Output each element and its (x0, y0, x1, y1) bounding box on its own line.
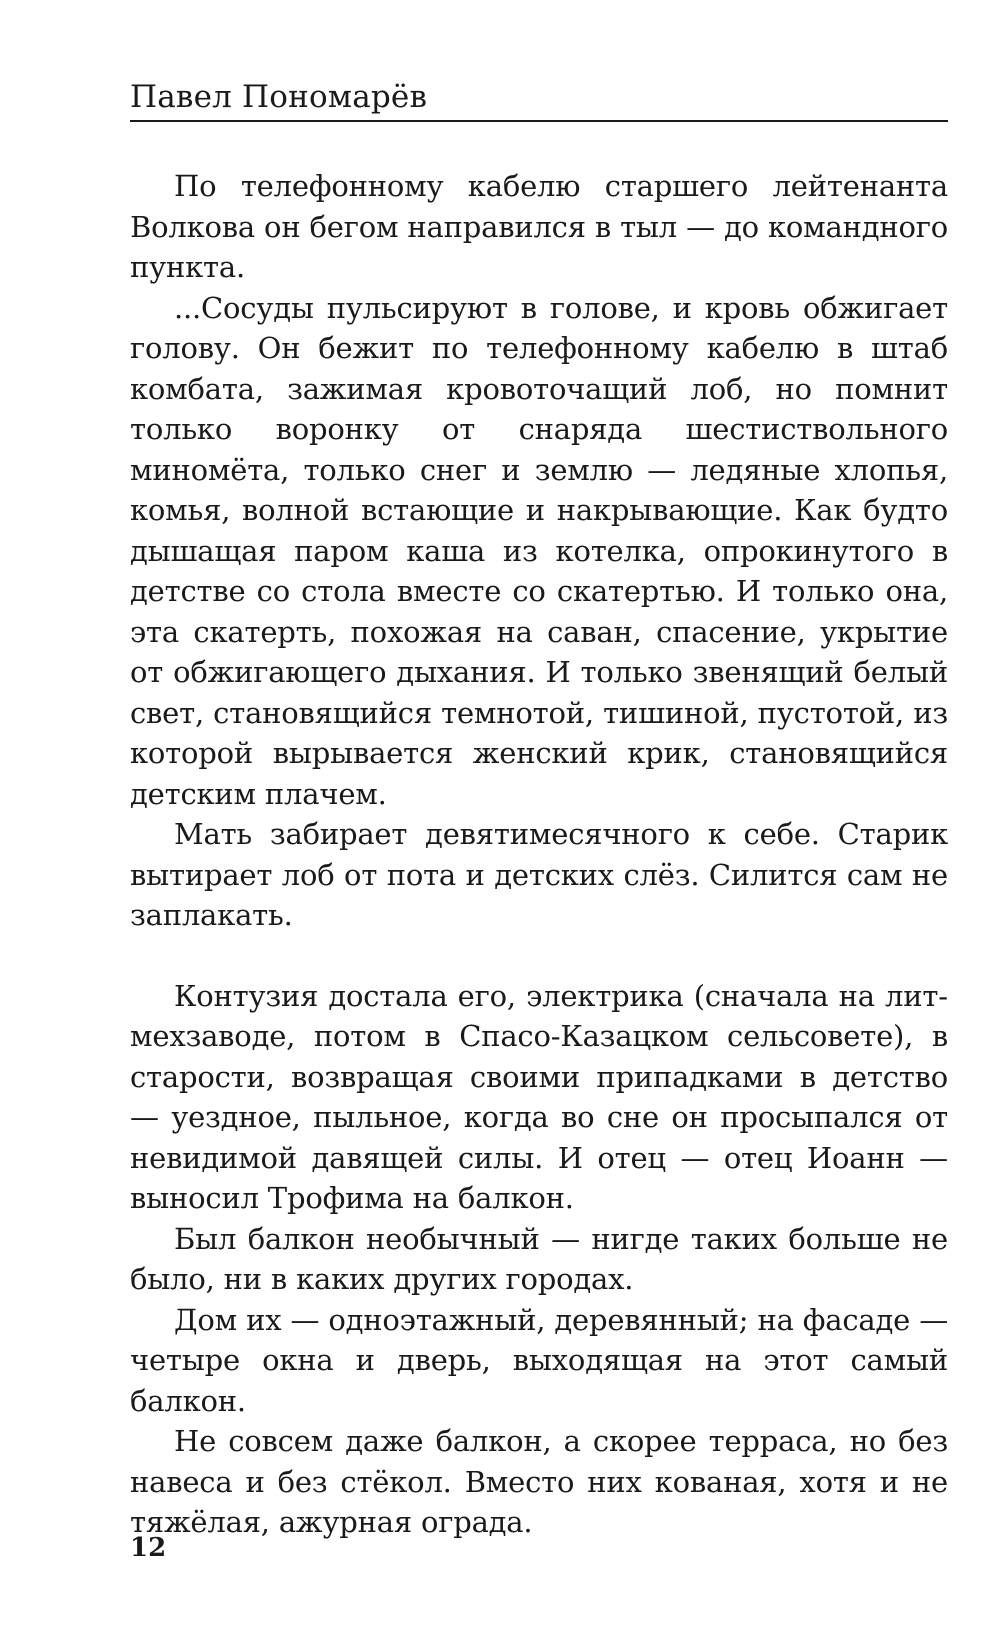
running-header-title: Павел Пономарёв (130, 79, 428, 115)
paragraph: Был балкон необычный — нигде таких больше не было, ни в каких других городах. (130, 1221, 948, 1296)
paragraph: Дом их — одноэтажный, деревянный; на фасаде — четыре окна и дверь, выходящая на этот самый балкон. (130, 1302, 948, 1418)
running-header (130, 76, 948, 122)
paragraph: Мать забирает девятимесячного к себе. Старик вытирает лоб от пота и детских слёз. Силится сам не заплакать. (130, 817, 948, 932)
section-break (130, 936, 948, 976)
paragraph: Не совсем даже балкон, а скорее терраса, но без навеса и без стёкол. Вместо них кованая, хотя и не тяжёлая, ажурная ограда. (130, 1424, 948, 1539)
paragraph: Контузия достала его, электрика (сначала на литмехзаводе, потом в Спасо-Казацком сельсовете), в старости, возвращая своими припадками в детство — уездное, пыльное, когда во сне он просыпался от невидимой давящей силы. И отец — отец Иоанн — выносил Трофима на балкон. (130, 978, 948, 1215)
paragraph: По телефонному кабелю старшего лейтенанта Волкова он бегом направился в тыл — до командного пункта. (130, 169, 948, 284)
paragraph: ...Сосуды пульсируют в голове, и кровь обжигает голову. Он бежит по телефонному кабелю в штаб комбата, зажимая кровоточащий лоб, но помнит только воронку от снаряда шестиствольного миномёта, только снег и землю — ледяные хлопья, комья, волной встающие и накрывающие. Как будто дышащая паром каша из котелка, опрокинутого в детстве со стола вместе со скатертью. И только она, эта скатерть, похожая на саван, спасение, укрытие от обжигающего дыхания. И только звенящий белый свет, становящийся темнотой, тишиной, пустотой, из которой вырывается женский крик, становящийся детским плачем. (130, 290, 948, 811)
body-text (130, 166, 948, 1543)
page-number: 12 (130, 1533, 167, 1563)
